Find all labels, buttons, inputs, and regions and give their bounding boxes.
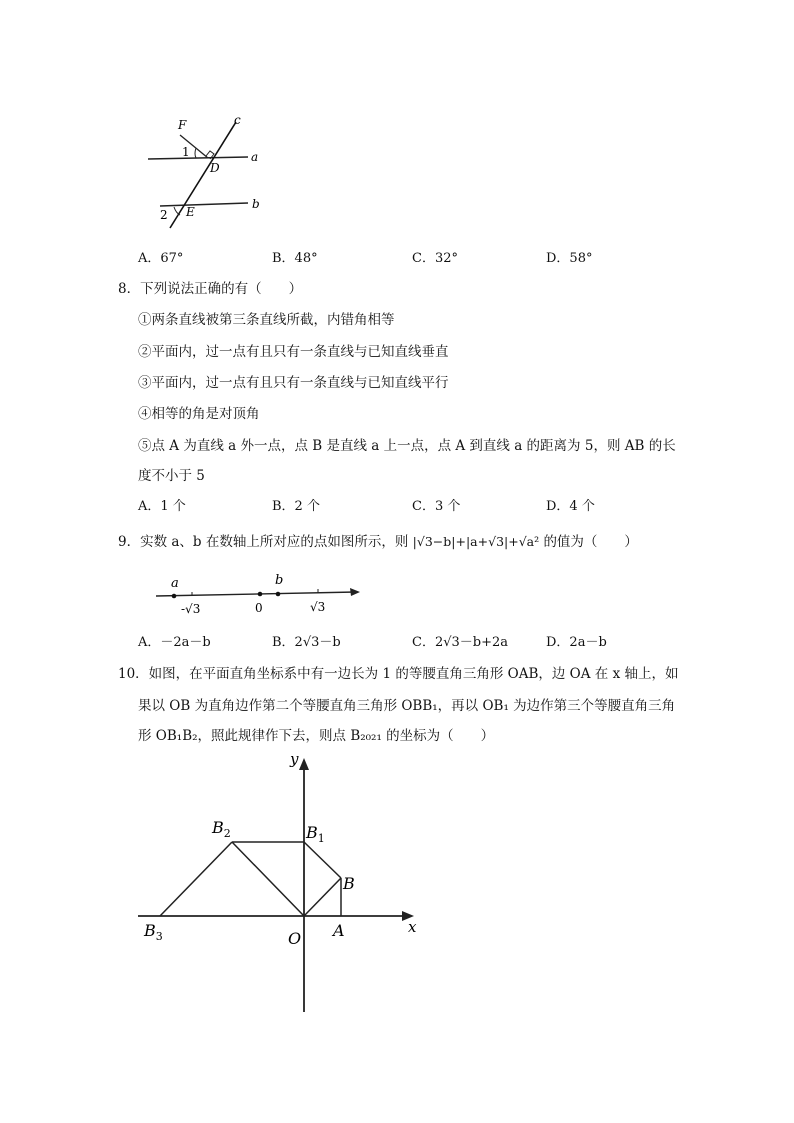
- point-b: [276, 592, 281, 597]
- coordinate-figure: [130, 750, 430, 1015]
- label-y: y: [290, 750, 299, 768]
- q10-stem-line-2: 果以 OB 为直角边作第二个等腰直角三角形 OBB₁，再以 OB₁ 为边作第三个等腰直角三角: [138, 698, 676, 714]
- label-B1: [305, 823, 325, 845]
- q9-option-a: A．－2a－b: [138, 635, 211, 650]
- q8-item-2: ②平面内，过一点有且只有一条直线与已知直线垂直: [138, 344, 449, 360]
- label-x: x: [408, 918, 417, 936]
- q10-stem-line-1: 10．如图，在平面直角坐标系中有一边长为 1 的等腰直角三角形 OAB，边 OA 在 x 轴上，如: [118, 666, 679, 682]
- label-F: F: [178, 118, 187, 132]
- q10-stem-line-3: 形 OB₁B₂，照此规律作下去，则点 B₂₀₂₁ 的坐标为（ ）: [138, 728, 495, 744]
- segment-OB2: [232, 842, 304, 916]
- q7-option-c: C．32°: [412, 251, 458, 266]
- q9-option-b: B．2√3－b: [272, 635, 341, 650]
- q8-stem: 8．下列说法正确的有（ ）: [118, 281, 303, 297]
- number-line: [156, 592, 356, 596]
- label-sqrt3: √3: [310, 600, 326, 614]
- q7-option-a: A．67°: [138, 251, 184, 266]
- q8-item-5: ⑤点 A 为直线 a 外一点，点 B 是直线 a 上一点，点 A 到直线 a 的距离为 5，则 AB 的长: [138, 438, 676, 454]
- label-a-numberline: a: [171, 576, 179, 591]
- label-B2-sub: 2: [223, 827, 231, 840]
- label-B3: [143, 921, 163, 943]
- q9-option-d: D．2a－b: [546, 635, 607, 650]
- label-B3-sub: 3: [155, 930, 163, 943]
- segment-BB1: [304, 842, 341, 878]
- line-b: [160, 203, 248, 206]
- q8-item-3: ③平面内，过一点有且只有一条直线与已知直线平行: [138, 375, 449, 391]
- q8-option-c: C．3 个: [412, 499, 461, 514]
- q9-stem: [118, 533, 638, 551]
- q8-option-d: D．4 个: [546, 499, 595, 514]
- point-a: [172, 594, 177, 599]
- label-b: b: [252, 197, 260, 211]
- label-B2: [211, 818, 231, 840]
- label-2: 2: [160, 208, 168, 222]
- label-a: a: [251, 150, 259, 164]
- label-zero: 0: [255, 601, 263, 615]
- label-B2-letter: B: [212, 818, 224, 837]
- q7-option-b: B．48°: [272, 251, 318, 266]
- y-axis-arrow: [299, 758, 309, 770]
- label-E: E: [186, 205, 195, 219]
- q9-stem-suffix: 的值为（ ）: [543, 534, 638, 550]
- label-b-numberline: b: [275, 573, 284, 588]
- label-B3-letter: B: [144, 921, 156, 940]
- line-a: [148, 157, 248, 159]
- label-A: A: [333, 921, 345, 940]
- q9-stem-prefix: 9．实数 a、b 在数轴上所对应的点如图所示，则: [118, 534, 409, 550]
- angle-1-arc: [195, 148, 196, 158]
- point-zero: [258, 592, 263, 597]
- label-B1-letter: B: [306, 823, 318, 842]
- number-line-arrow: [350, 588, 360, 596]
- q7-option-d: D．58°: [546, 251, 593, 266]
- number-line-figure: [150, 570, 365, 620]
- q9-option-c: C．2√3－b+2a: [412, 635, 509, 650]
- q8-option-a: A．1 个: [138, 499, 186, 514]
- segment-B2B3: [160, 842, 232, 916]
- label-1: 1: [182, 145, 190, 159]
- segment-OB: [304, 878, 341, 916]
- q8-item-1: ①两条直线被第三条直线所截，内错角相等: [138, 312, 395, 328]
- q9-expression: |√3−b|+|a+√3|+√a²: [412, 534, 540, 549]
- q8-option-b: B．2 个: [272, 499, 320, 514]
- parallel-lines-figure: [140, 112, 280, 234]
- q8-item-5-cont: 度不小于 5: [138, 468, 205, 484]
- transversal-c: [170, 122, 236, 228]
- label-O: O: [288, 929, 302, 948]
- label-D: D: [210, 161, 220, 175]
- label-B: B: [343, 874, 355, 893]
- q8-item-4: ④相等的角是对顶角: [138, 406, 260, 422]
- label-c: c: [234, 113, 241, 127]
- label-neg-sqrt3: -√3: [181, 602, 201, 616]
- label-B1-sub: 1: [317, 832, 325, 845]
